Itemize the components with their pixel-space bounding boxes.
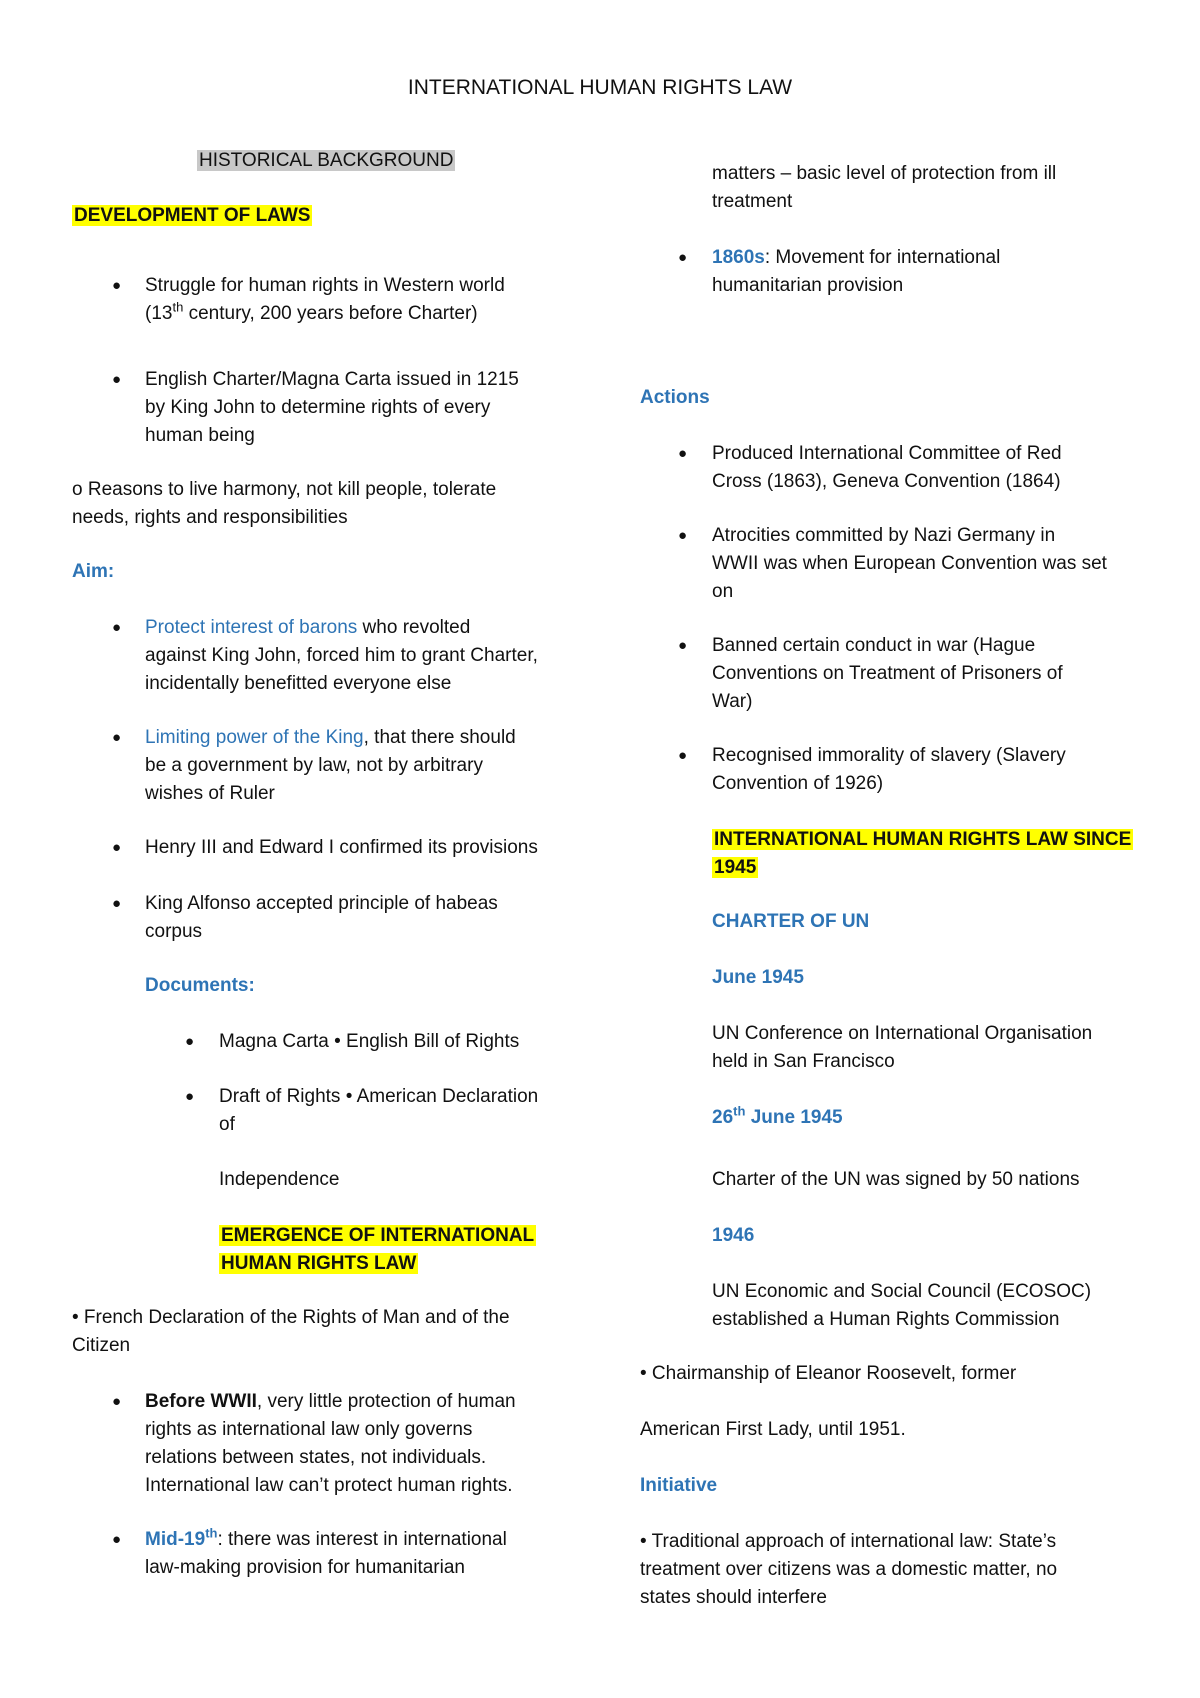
- american-first-lady-text: American First Lady, until 1951.: [640, 1419, 906, 1440]
- action-bullet-2: Atrocities committed by Nazi Germany in WWII was when European Convention was set on: [712, 525, 1107, 602]
- dev-bullet-2: English Charter/Magna Carta issued in 1215 by King John to determine rights of every human being: [145, 369, 519, 446]
- bullet-icon: ●: [112, 619, 122, 636]
- before-wwii-bullet: Before WWII, very little protection of human rights as international law only governs relations between states, not individuals. International law can’t protect human rights.: [145, 1391, 516, 1496]
- 1860s-bullet: 1860s: Movement for international humanitarian provision: [712, 247, 1001, 296]
- aim-heading: Aim:: [72, 561, 115, 582]
- aim-bullet-1: Protect interest of barons who revolted against King John, forced him to grant Charter, incidentally benefitted everyone else: [145, 617, 538, 694]
- bullet-icon: ●: [112, 277, 122, 294]
- bullet-icon: ●: [678, 637, 688, 654]
- doc-bullet-1: Magna Carta • English Bill of Rights: [219, 1031, 520, 1052]
- ecosoc-text: UN Economic and Social Council (ECOSOC) established a Human Rights Commission: [712, 1281, 1092, 1330]
- aim-bullet-2: Limiting power of the King, that there should be a government by law, not by arbitrary wishes of Ruler: [145, 727, 516, 804]
- matters-continuation: matters – basic level of protection from ill treatment: [712, 163, 1057, 212]
- bullet-icon: ●: [678, 747, 688, 764]
- june-1945-heading: June 1945: [712, 967, 804, 988]
- doc-independence: Independence: [219, 1169, 340, 1190]
- development-of-laws-heading: DEVELOPMENT OF LAWS: [74, 205, 311, 226]
- historical-background-heading: HISTORICAL BACKGROUND: [199, 150, 454, 171]
- bullet-icon: ●: [112, 839, 122, 856]
- bullet-icon: ●: [112, 1393, 122, 1410]
- bullet-icon: ●: [112, 371, 122, 388]
- documents-heading: Documents:: [145, 975, 255, 996]
- page-title: INTERNATIONAL HUMAN RIGHTS LAW: [407, 76, 793, 99]
- french-declaration: • French Declaration of the Rights of Man and of the Citizen: [72, 1307, 510, 1356]
- charter-signed-text: Charter of the UN was signed by 50 nations: [712, 1169, 1080, 1190]
- mid-19th-bullet: Mid-19th: there was interest in international law-making provision for humanitarian: [145, 1525, 507, 1578]
- bullet-icon: ●: [112, 895, 122, 912]
- since-1945-heading: INTERNATIONAL HUMAN RIGHTS LAW SINCE 1945: [714, 829, 1132, 878]
- traditional-approach-text: • Traditional approach of international law: State’s treatment over citizens was a domestic matter, no states should interfere: [640, 1531, 1058, 1608]
- action-bullet-1: Produced International Committee of Red Cross (1863), Geneva Convention (1864): [712, 443, 1062, 492]
- dev-bullet-1: Struggle for human rights in Western world (13th century, 200 years before Charter): [145, 275, 505, 324]
- bullet-icon: ●: [678, 249, 688, 266]
- bullet-icon: ●: [112, 729, 122, 746]
- chairmanship-text: • Chairmanship of Eleanor Roosevelt, former: [640, 1363, 1017, 1384]
- bullet-icon: ●: [678, 527, 688, 544]
- initiative-heading: Initiative: [640, 1475, 718, 1496]
- un-conference-text: UN Conference on International Organisation held in San Francisco: [712, 1023, 1093, 1072]
- doc-bullet-2: Draft of Rights • American Declaration of: [219, 1086, 539, 1135]
- bullet-icon: ●: [185, 1033, 195, 1050]
- year-1946-heading: 1946: [712, 1225, 755, 1246]
- bullet-icon: ●: [112, 1531, 122, 1548]
- reasons-text: o Reasons to live harmony, not kill people, tolerate needs, rights and responsibilities: [72, 479, 497, 528]
- action-bullet-3: Banned certain conduct in war (Hague Conventions on Treatment of Prisoners of War): [712, 635, 1063, 712]
- actions-heading: Actions: [640, 387, 710, 408]
- aim-bullet-4: King Alfonso accepted principle of habeas corpus: [145, 893, 498, 942]
- emergence-heading: EMERGENCE OF INTERNATIONAL HUMAN RIGHTS LAW: [221, 1225, 535, 1274]
- date-26-june-heading: 26th June 1945: [712, 1103, 843, 1128]
- bullet-icon: ●: [185, 1088, 195, 1105]
- action-bullet-4: Recognised immorality of slavery (Slavery Convention of 1926): [712, 745, 1066, 794]
- aim-bullet-3: Henry III and Edward I confirmed its provisions: [145, 837, 538, 858]
- charter-of-un-heading: CHARTER OF UN: [712, 911, 870, 932]
- bullet-icon: ●: [678, 445, 688, 462]
